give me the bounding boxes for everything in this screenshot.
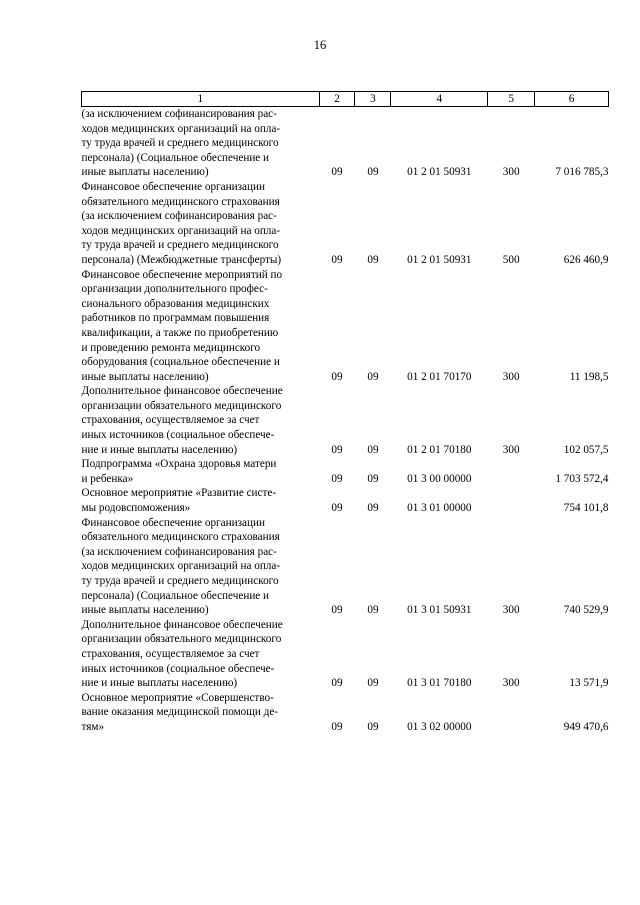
table-row — [82, 107, 609, 180]
row-subsection-cell: 09 — [367, 720, 379, 733]
row-section-cell: 09 — [331, 166, 343, 179]
row-expense-type-cell: 300 — [502, 166, 520, 179]
row-section-cell: 09 — [331, 604, 343, 617]
row-subsection-cell: 09 — [367, 370, 379, 383]
row-name-cell: Финансовое обеспечение организации обязательного медицинского страхования (за исключением софинансирования рас- ходов медицинских организаций на опла- ту труда врачей и среднего медицинского персонала) (Социальное обеспечение и иные выплаты населению) — [81, 516, 281, 617]
row-expense-type-cell — [488, 486, 535, 515]
row-section-cell: 09 — [331, 472, 343, 485]
row-expense-type-cell: 300 — [502, 370, 520, 383]
row-section-cell: 09 — [331, 720, 343, 733]
row-subsection-cell: 09 — [367, 253, 379, 266]
row-amount-cell: 102 057,5 — [563, 443, 609, 456]
header-col-4: 4 — [391, 92, 488, 107]
table-row — [82, 691, 609, 735]
page-number: 16 — [313, 38, 327, 52]
row-expense-type-cell: 300 — [502, 604, 520, 617]
row-amount-cell: 949 470,6 — [563, 720, 609, 733]
row-section-cell: 09 — [331, 443, 343, 456]
row-name-cell: Дополнительное финансовое обеспечение организации обязательного медицинского страхования, осуществляемое за счет иных источников (социальное обеспече- ние и иные выплаты населению) — [81, 385, 283, 456]
row-name-cell: Основное мероприятие «Развитие систе- мы родовспоможения» — [81, 487, 277, 515]
table-row — [82, 180, 609, 268]
row-target-article-cell: 01 2 01 50931 — [407, 166, 472, 179]
row-amount-cell: 1 703 572,4 — [555, 472, 609, 485]
row-expense-type-cell — [488, 457, 535, 486]
row-amount-cell: 13 571,9 — [569, 677, 609, 690]
table-row — [82, 384, 609, 457]
row-expense-type-cell — [488, 691, 535, 735]
row-section-cell: 09 — [331, 677, 343, 690]
row-name-cell: Подпрограмма «Охрана здоровья матери и ребенка» — [81, 458, 277, 485]
table-row — [82, 618, 609, 691]
table-row — [82, 268, 609, 385]
row-subsection-cell: 09 — [367, 166, 379, 179]
row-target-article-cell: 01 2 01 70180 — [407, 443, 472, 456]
row-subsection-cell: 09 — [367, 502, 379, 515]
row-amount-cell: 626 460,9 — [563, 253, 609, 266]
row-target-article-cell: 01 3 01 70180 — [407, 677, 472, 690]
header-col-1: 1 — [82, 92, 320, 107]
row-amount-cell: 754 101,8 — [563, 502, 609, 515]
row-subsection-cell: 09 — [367, 604, 379, 617]
row-target-article-cell: 01 2 01 70170 — [407, 370, 472, 383]
row-section-cell: 09 — [331, 370, 343, 383]
row-amount-cell: 7 016 785,3 — [555, 166, 609, 179]
table-header-row — [82, 92, 609, 107]
row-target-article-cell: 01 3 00 00000 — [407, 472, 472, 485]
row-name-cell: (за исключением софинансирования рас- ходов медицинских организаций на опла- ту труда врачей и среднего медицинского персонала) (Социальное обеспечение и иные выплаты населению) — [81, 108, 281, 179]
row-section-cell: 09 — [331, 502, 343, 515]
header-col-2: 2 — [319, 92, 355, 107]
row-amount-cell: 11 198,5 — [569, 370, 609, 383]
table-row — [82, 516, 609, 618]
row-target-article-cell: 01 3 02 00000 — [407, 720, 472, 733]
row-expense-type-cell: 500 — [502, 253, 520, 266]
row-target-article-cell: 01 3 01 00000 — [407, 502, 472, 515]
table-row — [82, 457, 609, 486]
row-expense-type-cell: 300 — [502, 677, 520, 690]
header-col-6: 6 — [535, 92, 609, 107]
row-name-cell: Финансовое обеспечение мероприятий по организации дополнительного профес- сионального образования медицинских работников по программам повышения квалификации, а также по приобретению и проведению ремонта медицинского оборудования (социальное обеспечение и иные выплаты населению) — [81, 268, 283, 383]
row-section-cell: 09 — [331, 253, 343, 266]
row-amount-cell: 740 529,9 — [563, 604, 609, 617]
budget-table — [81, 91, 609, 735]
row-name-cell: Дополнительное финансовое обеспечение организации обязательного медицинского страхования, осуществляемое за счет иных источников (социальное обеспече- ние и иные выплаты населению) — [81, 618, 283, 690]
row-name-cell: Основное мероприятие «Совершенство- вание оказания медицинской помощи де- тям» — [81, 691, 279, 733]
row-target-article-cell: 01 2 01 50931 — [407, 253, 472, 266]
row-expense-type-cell: 300 — [502, 443, 520, 456]
row-target-article-cell: 01 3 01 50931 — [407, 604, 472, 617]
row-subsection-cell: 09 — [367, 472, 379, 485]
table-row — [82, 486, 609, 515]
row-subsection-cell: 09 — [367, 677, 379, 690]
row-name-cell: Финансовое обеспечение организации обязательного медицинского страхования (за исключением софинансирования рас- ходов медицинских организаций на опла- ту труда врачей и среднего медицинского персонала) (Межбюджетные трансферты) — [81, 180, 282, 266]
header-col-3: 3 — [355, 92, 391, 107]
row-subsection-cell: 09 — [367, 443, 379, 456]
header-col-5: 5 — [488, 92, 535, 107]
